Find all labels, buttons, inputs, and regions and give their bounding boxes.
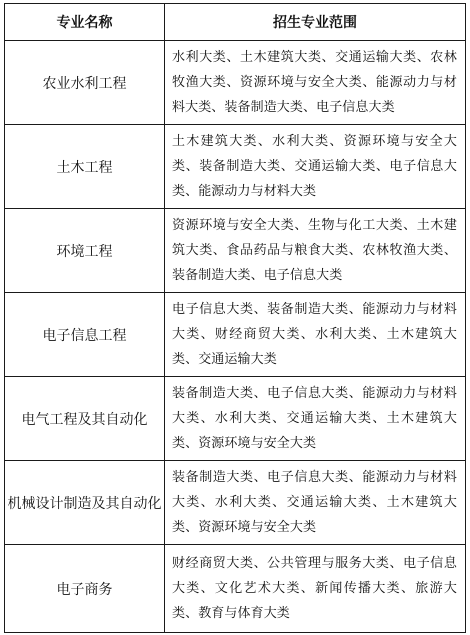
table-header-row: [5, 4, 466, 41]
admission-range-cell: 装备制造大类、电子信息大类、能源动力与材料大类、水利大类、交通运输大类、土木建筑大类、资源环境与安全大类: [165, 461, 466, 545]
admission-range-cell: 电子信息大类、装备制造大类、能源动力与材料大类、财经商贸大类、水利大类、土木建筑大类、交通运输大类: [165, 293, 466, 377]
table-row: [5, 293, 466, 377]
table-row: [5, 41, 466, 125]
header-major-name: 专业名称: [5, 4, 165, 41]
admission-range-cell: 水利大类、土木建筑大类、交通运输大类、农林牧渔大类、资源环境与安全大类、能源动力与材料大类、装备制造大类、电子信息大类: [165, 41, 466, 125]
table-row: [5, 209, 466, 293]
table-row: [5, 125, 466, 209]
major-name-cell: 农业水利工程: [5, 41, 165, 125]
major-name-cell: 土木工程: [5, 125, 165, 209]
admission-range-cell: 装备制造大类、电子信息大类、能源动力与材料大类、水利大类、交通运输大类、土木建筑大类、资源环境与安全大类: [165, 377, 466, 461]
major-name-cell: 电子商务: [5, 545, 165, 633]
admission-range-cell: 资源环境与安全大类、生物与化工大类、土木建筑大类、食品药品与粮食大类、农林牧渔大类、装备制造大类、电子信息大类: [165, 209, 466, 293]
major-name-cell: 电气工程及其自动化: [5, 377, 165, 461]
admission-scope-table: [4, 3, 466, 633]
table-row: [5, 545, 466, 633]
major-name-cell: 环境工程: [5, 209, 165, 293]
major-name-cell: 电子信息工程: [5, 293, 165, 377]
admission-range-cell: 土木建筑大类、水利大类、资源环境与安全大类、装备制造大类、交通运输大类、电子信息大类、能源动力与材料大类: [165, 125, 466, 209]
major-name-cell: 机械设计制造及其自动化: [5, 461, 165, 545]
header-admission-range: 招生专业范围: [165, 4, 466, 41]
table-row: [5, 461, 466, 545]
admission-range-cell: 财经商贸大类、公共管理与服务大类、电子信息大类、文化艺术大类、新闻传播大类、旅游大类、教育与体育大类: [165, 545, 466, 633]
table-row: [5, 377, 466, 461]
